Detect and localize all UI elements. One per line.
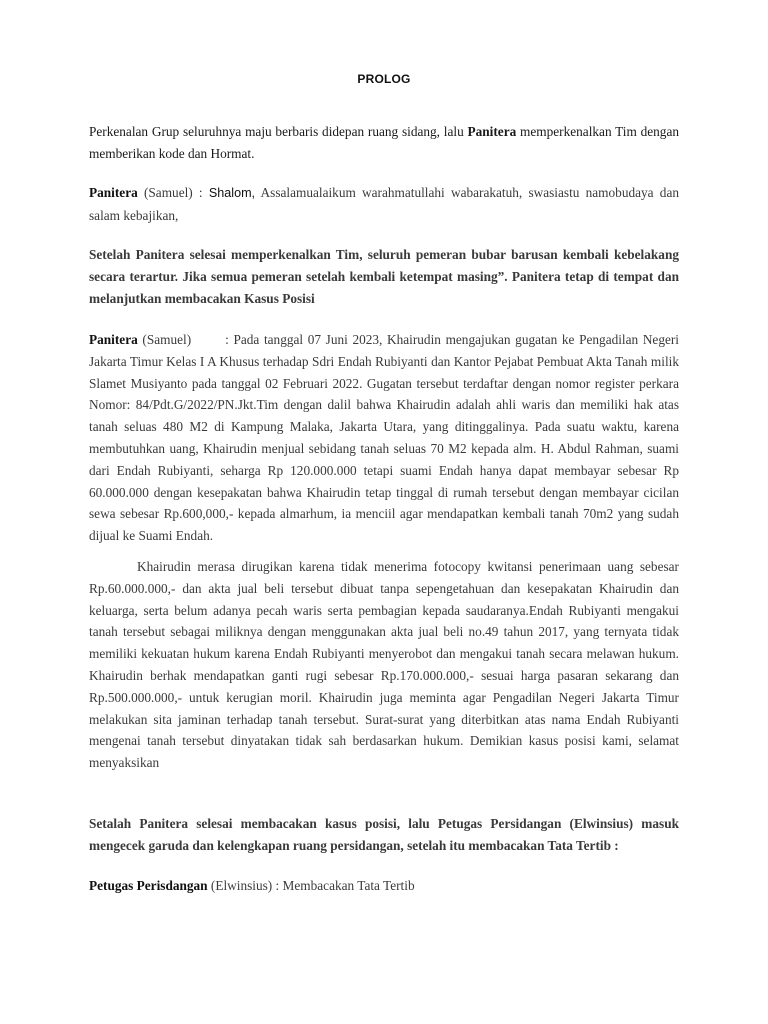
speaker-role: (Samuel) bbox=[137, 332, 192, 347]
intro-text: Perkenalan Grup seluruhnya maju berbaris didepan ruang sidang, lalu bbox=[89, 124, 468, 139]
tata-tertib-text: (Elwinsius) : Membacakan Tata Tertib bbox=[207, 878, 415, 893]
case-text: : Pada tanggal 07 Juni 2023, Khairudin mengajukan gugatan ke Pengadilan Negeri Jakarta Timur Kelas I A Khusus terhadap Sdri Endah Rubiyanti dan Kantor Pejabat Pembuat Akta Tanah milik Slamet Musiyanto pada tanggal 02 Februari 2022. Gugatan tersebut terdaftar dengan nomor register perkara Nomor: 84/Pdt.G/2022/PN.Jkt.Tim dengan dalil bahwa Khairudin adalah ahli waris dan memiliki hak atas tanah seluas 480 M2 di Kampung Malaka, Jakarta Utara, yang ditinggalinya. Pada suatu waktu, karena membutuhkan uang, Khairudin menjual sebidang tanah seluas 70 M2 kepada alm. H. Abdul Rahman, suami dari Endah Rubiyanti, seharga Rp 120.000.000 tetapi suami Endah hanya dapat membayar sebesar Rp 60.000.000 dengan kesepakatan bahwa Khairudin tetap tinggal di rumah tersebut dengan membayar cicilan sewa sebesar Rp.600,000,- kepada almarhum, ia menciil agar mendapatkan kembali tanah 70m2 yang sudah dijual ke Suami Endah. bbox=[89, 332, 679, 544]
intro-bold-panitera: Panitera bbox=[467, 124, 517, 139]
page-title: PROLOG bbox=[357, 72, 411, 86]
intro-text-end: memperkenalkan Tim dengan memberikan kode dan Hormat. bbox=[89, 124, 679, 161]
speaker-name: Panitera bbox=[89, 332, 138, 347]
greeting-paragraph bbox=[89, 182, 679, 227]
stage-direction-2: Setalah Panitera selesai membacakan kasus posisi, lalu Petugas Persidangan (Elwinsius) masuk mengecek garuda dan kelengkapan ruang persidangan, setelah itu membacakan Tata Tertib : bbox=[89, 816, 679, 853]
case-position-paragraph bbox=[89, 329, 679, 547]
speaker-name: Panitera bbox=[89, 185, 138, 200]
greeting-shalom: Shalom, bbox=[208, 186, 256, 200]
speaker-role: (Samuel) : bbox=[137, 185, 209, 200]
tata-tertib-paragraph bbox=[89, 875, 679, 897]
stage-direction-1: Setelah Panitera selesai memperkenalkan Tim, seluruh pemeran bubar barusan kembali kebelakang secara terartur. Jika semua pemeran setelah kembali ketempat masing”. Panitera tetap di tempat dan melanjutkan membacakan Kasus Posisi bbox=[89, 247, 679, 306]
intro-paragraph bbox=[89, 121, 679, 165]
speaker-name: Petugas Perisdangan bbox=[89, 878, 208, 893]
greeting-text: Assalamualaikum warahmatullahi wabarakatuh, swasiastu namobudaya dan salam kebajikan, bbox=[89, 185, 679, 223]
case-continuation-paragraph: Khairudin merasa dirugikan karena tidak menerima fotocopy kwitansi penerimaan uang sebesar Rp.60.000.000,- dan akta jual beli tersebut dibuat tanpa sepengetahuan dan kesepakatan Khairudin dan keluarga, serta belum adanya pecah waris serta pembagian kepada saudaranya.Endah Rubiyanti mengakui tanah tersebut sebagai miliknya dengan menggunakan akta jual beli no.49 tahun 2017, yang ternyata tidak memiliki kekuatan hukum karena Endah Rubiyanti menyerobot dan mengakui tanah secara melawan hukum. Khairudin berhak mendapatkan ganti rugi sebesar Rp.170.000.000,- sesuai harga pasaran sekarang dan Rp.500.000.000,- untuk kerugian moril. Khairudin juga meminta agar Pengadilan Negeri Jakarta Timur melakukan sita jaminan terhadap tanah tersebut. Surat-surat yang diterbitkan atas nama Endah Rubiyanti mengenai tanah tersebut dinyatakan tidak sah berdasarkan hukum. Demikian kasus posisi kami, selamat menyaksikan bbox=[89, 559, 679, 771]
